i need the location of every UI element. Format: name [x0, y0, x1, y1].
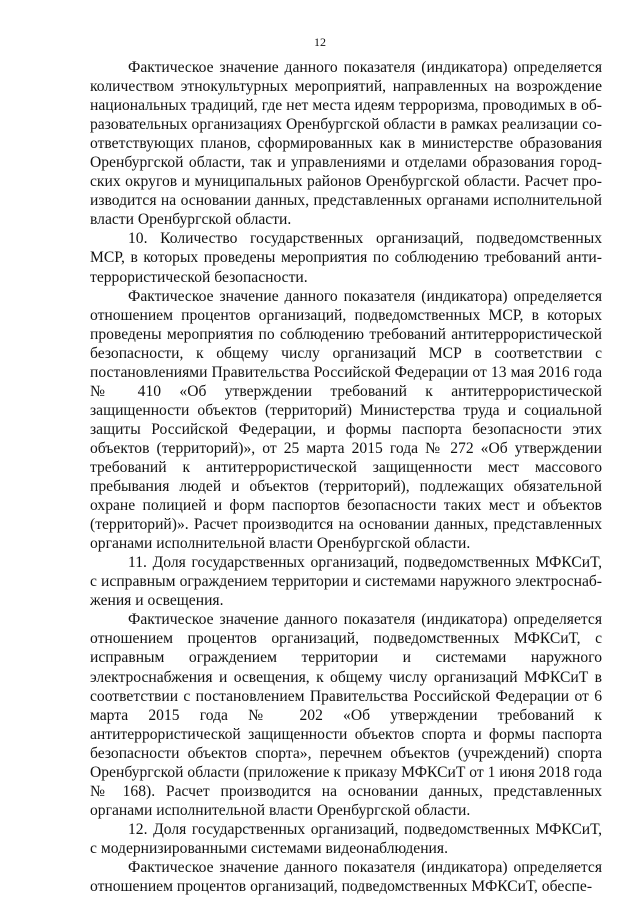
paragraph-item-11-heading: 11. Доля государственных организаций, подведомственных МФКСиТ, с исправным ограждением территории и системами наружного электроснабжения и освещения.	[90, 554, 602, 610]
paragraph-item-12-heading: 12. Доля государственных организаций, подведомственных МФКСиТ, с модернизированными системами видеонаблюдения.	[90, 820, 602, 857]
paragraph-item-10-description: Фактическое значение данного показателя (индикатора) определяется отношением процентов организаций, подведомственных МСР, в которых проведены мероприятия по соблюдению требований антитеррористической безопасности, к общему числу организаций МСР в соответствии с постановлениями Правительства Российской Федерации от 13 мая 2016 года № 410 «Об утверждении требований к антитеррористической защищенности объектов (территорий) Министерства труда и социальной защиты Российской Федерации, и формы паспорта безопасности этих объектов (территорий)», от 25 марта 2015 года № 272 «Об утверждении требований к антитеррористической защищенности мест массового пребывания людей и объектов (территорий), подлежащих обязательной охране полицией и форм паспортов безопасности таких мест и объектов (территорий)». Расчет производится на основании данных, представленных органами исполнительной власти Оренбургской области.	[90, 287, 602, 553]
paragraph-indicator-description: Фактическое значение данного показателя (индикатора) определяется количеством этнокультурных мероприятий, направленных на возрождение национальных традиций, где нет места идеям терроризма, проводимых в образовательных организациях Оренбургской области в рамках реализации соответствующих планов, сформированных как в министерстве образования Оренбургской области, так и управлениями и отделами образования городских округов и муниципальных районов Оренбургской области. Расчет производится на основании данных, представленных органами исполнительной власти Оренбургской области.	[90, 59, 602, 229]
document-body	[90, 58, 602, 896]
paragraph-item-12-description: Фактическое значение данного показателя (индикатора) определяется отношением процентов организаций, подведомственных МФКСиТ, обеспе-	[90, 858, 602, 896]
paragraph-item-10-heading: 10. Количество государственных организаций, подведомственных МСР, в которых проведены мероприятия по соблюдению требований антитеррористической безопасности.	[90, 230, 602, 286]
page-number: 12	[314, 35, 326, 49]
paragraph-item-11-description: Фактическое значение данного показателя (индикатора) определяется отношением процентов организаций, подведомственных МФКСиТ, с исправным ограждением территории и системами наружного электроснабжения и освещения, к общему числу организаций МФКСиТ в соответствии с постановлением Правительства Российской Федерации от 6 марта 2015 года № 202 «Об утверждении требований к антитеррористической защищенности объектов спорта и формы паспорта безопасности объектов спорта», перечнем объектов (учреждений) спорта Оренбургской области (приложение к приказу МФКСиТ от 1 июня 2018 года № 168). Расчет производится на основании данных, представленных органами исполнительной власти Оренбургской области.	[90, 611, 602, 819]
